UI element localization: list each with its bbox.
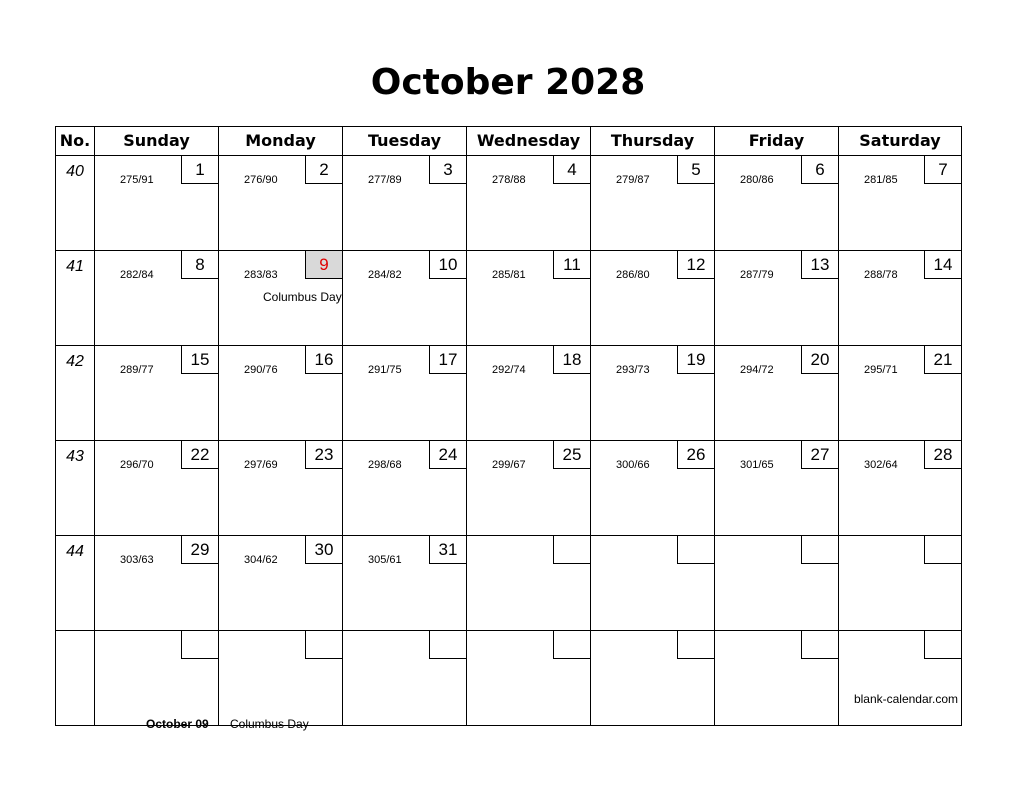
day-cell xyxy=(95,251,219,346)
day-of-year-label: 304/62 xyxy=(244,554,278,566)
day-of-year-label: 303/63 xyxy=(120,554,154,566)
day-cell xyxy=(591,251,715,346)
day-number: 13 xyxy=(801,251,838,279)
day-cell xyxy=(95,156,219,251)
day-of-year-label: 281/85 xyxy=(864,174,898,186)
day-of-year-label: 289/77 xyxy=(120,364,154,376)
day-number: 4 xyxy=(553,156,590,184)
day-cell xyxy=(467,441,591,536)
day-of-year-label: 301/65 xyxy=(740,459,774,471)
day-number xyxy=(181,631,218,659)
day-number xyxy=(677,536,714,564)
day-cell xyxy=(467,156,591,251)
calendar-grid xyxy=(55,126,962,726)
day-cell xyxy=(343,631,467,726)
day-cell xyxy=(715,251,839,346)
day-of-year-label: 299/67 xyxy=(492,459,526,471)
day-number xyxy=(553,536,590,564)
day-number: 3 xyxy=(429,156,466,184)
week-number-header: No. xyxy=(56,127,95,156)
day-cell xyxy=(715,346,839,441)
day-number: 2 xyxy=(305,156,342,184)
day-number xyxy=(553,631,590,659)
day-cell xyxy=(839,536,962,631)
day-of-year-label: 293/73 xyxy=(616,364,650,376)
day-cell xyxy=(591,156,715,251)
day-cell xyxy=(715,441,839,536)
day-cell xyxy=(467,251,591,346)
day-number: 15 xyxy=(181,346,218,374)
day-cell xyxy=(95,536,219,631)
day-cell xyxy=(715,631,839,726)
week-row xyxy=(56,346,962,441)
page-title: October 2028 xyxy=(370,62,646,103)
day-cell xyxy=(839,251,962,346)
day-of-year-label: 296/70 xyxy=(120,459,154,471)
day-number: 7 xyxy=(924,156,961,184)
day-number: 8 xyxy=(181,251,218,279)
site-credit: blank-calendar.com xyxy=(853,692,958,706)
day-number: 26 xyxy=(677,441,714,469)
weekday-header-monday: Monday xyxy=(219,127,343,156)
day-cell xyxy=(343,156,467,251)
day-cell xyxy=(343,251,467,346)
week-row xyxy=(56,251,962,346)
day-of-year-label: 298/68 xyxy=(368,459,402,471)
day-cell xyxy=(95,631,219,726)
day-of-year-label: 305/61 xyxy=(368,554,402,566)
day-of-year-label: 277/89 xyxy=(368,174,402,186)
day-number: 10 xyxy=(429,251,466,279)
week-row xyxy=(56,156,962,251)
week-number: 40 xyxy=(56,156,95,251)
weekday-header-saturday: Saturday xyxy=(839,127,962,156)
day-of-year-label: 285/81 xyxy=(492,269,526,281)
day-number: 12 xyxy=(677,251,714,279)
holiday-legend-date: October 09 xyxy=(146,717,209,731)
day-number xyxy=(305,631,342,659)
day-cell xyxy=(839,631,962,726)
day-of-year-label: 290/76 xyxy=(244,364,278,376)
day-number xyxy=(924,536,961,564)
day-of-year-label: 275/91 xyxy=(120,174,154,186)
day-number: 14 xyxy=(924,251,961,279)
weekday-header-row xyxy=(56,127,962,156)
day-of-year-label: 288/78 xyxy=(864,269,898,281)
day-number xyxy=(429,631,466,659)
holiday-legend-name: Columbus Day xyxy=(230,717,309,731)
day-cell xyxy=(591,346,715,441)
day-number: 19 xyxy=(677,346,714,374)
week-row xyxy=(56,441,962,536)
day-of-year-label: 287/79 xyxy=(740,269,774,281)
day-number: 25 xyxy=(553,441,590,469)
day-cell xyxy=(715,536,839,631)
day-number: 23 xyxy=(305,441,342,469)
day-cell xyxy=(467,346,591,441)
day-of-year-label: 300/66 xyxy=(616,459,650,471)
day-number: 17 xyxy=(429,346,466,374)
weekday-header-tuesday: Tuesday xyxy=(343,127,467,156)
week-number: 43 xyxy=(56,441,95,536)
day-number: 5 xyxy=(677,156,714,184)
day-cell xyxy=(467,536,591,631)
weekday-header-thursday: Thursday xyxy=(591,127,715,156)
day-cell xyxy=(219,631,343,726)
day-number xyxy=(801,536,838,564)
day-cell xyxy=(467,631,591,726)
holiday-day-number: 9 xyxy=(305,251,342,279)
day-cell xyxy=(219,346,343,441)
calendar-body xyxy=(56,156,962,726)
day-cell xyxy=(715,156,839,251)
day-of-year-label: 284/82 xyxy=(368,269,402,281)
day-cell xyxy=(219,251,343,346)
day-of-year-label: 276/90 xyxy=(244,174,278,186)
day-of-year-label: 282/84 xyxy=(120,269,154,281)
day-number: 11 xyxy=(553,251,590,279)
holiday-name: Columbus Day xyxy=(263,290,342,304)
day-number xyxy=(924,631,961,659)
day-number: 1 xyxy=(181,156,218,184)
day-of-year-label: 280/86 xyxy=(740,174,774,186)
day-number xyxy=(801,631,838,659)
day-cell xyxy=(839,156,962,251)
weekday-header-sunday: Sunday xyxy=(95,127,219,156)
weekday-header-friday: Friday xyxy=(715,127,839,156)
week-number: 42 xyxy=(56,346,95,441)
week-number: 41 xyxy=(56,251,95,346)
day-of-year-label: 286/80 xyxy=(616,269,650,281)
day-number: 6 xyxy=(801,156,838,184)
week-row xyxy=(56,536,962,631)
day-number: 30 xyxy=(305,536,342,564)
day-of-year-label: 295/71 xyxy=(864,364,898,376)
day-number: 31 xyxy=(429,536,466,564)
day-cell xyxy=(343,441,467,536)
week-row xyxy=(56,631,962,726)
day-of-year-label: 278/88 xyxy=(492,174,526,186)
day-of-year-label: 302/64 xyxy=(864,459,898,471)
day-number: 27 xyxy=(801,441,838,469)
day-cell xyxy=(591,441,715,536)
day-number: 21 xyxy=(924,346,961,374)
day-number: 20 xyxy=(801,346,838,374)
day-cell xyxy=(95,346,219,441)
day-cell xyxy=(219,536,343,631)
weekday-header-wednesday: Wednesday xyxy=(467,127,591,156)
day-cell xyxy=(343,346,467,441)
day-cell xyxy=(839,346,962,441)
day-number: 18 xyxy=(553,346,590,374)
day-cell xyxy=(95,441,219,536)
day-number: 29 xyxy=(181,536,218,564)
day-cell xyxy=(839,441,962,536)
day-of-year-label: 279/87 xyxy=(616,174,650,186)
day-of-year-label: 283/83 xyxy=(244,269,278,281)
day-of-year-label: 292/74 xyxy=(492,364,526,376)
week-number xyxy=(56,631,95,726)
day-cell xyxy=(591,631,715,726)
day-of-year-label: 297/69 xyxy=(244,459,278,471)
day-number: 28 xyxy=(924,441,961,469)
day-cell xyxy=(219,156,343,251)
day-number: 24 xyxy=(429,441,466,469)
day-cell xyxy=(219,441,343,536)
day-of-year-label: 294/72 xyxy=(740,364,774,376)
week-number: 44 xyxy=(56,536,95,631)
day-number xyxy=(677,631,714,659)
day-cell xyxy=(591,536,715,631)
day-of-year-label: 291/75 xyxy=(368,364,402,376)
day-number: 22 xyxy=(181,441,218,469)
day-cell xyxy=(343,536,467,631)
day-number: 16 xyxy=(305,346,342,374)
